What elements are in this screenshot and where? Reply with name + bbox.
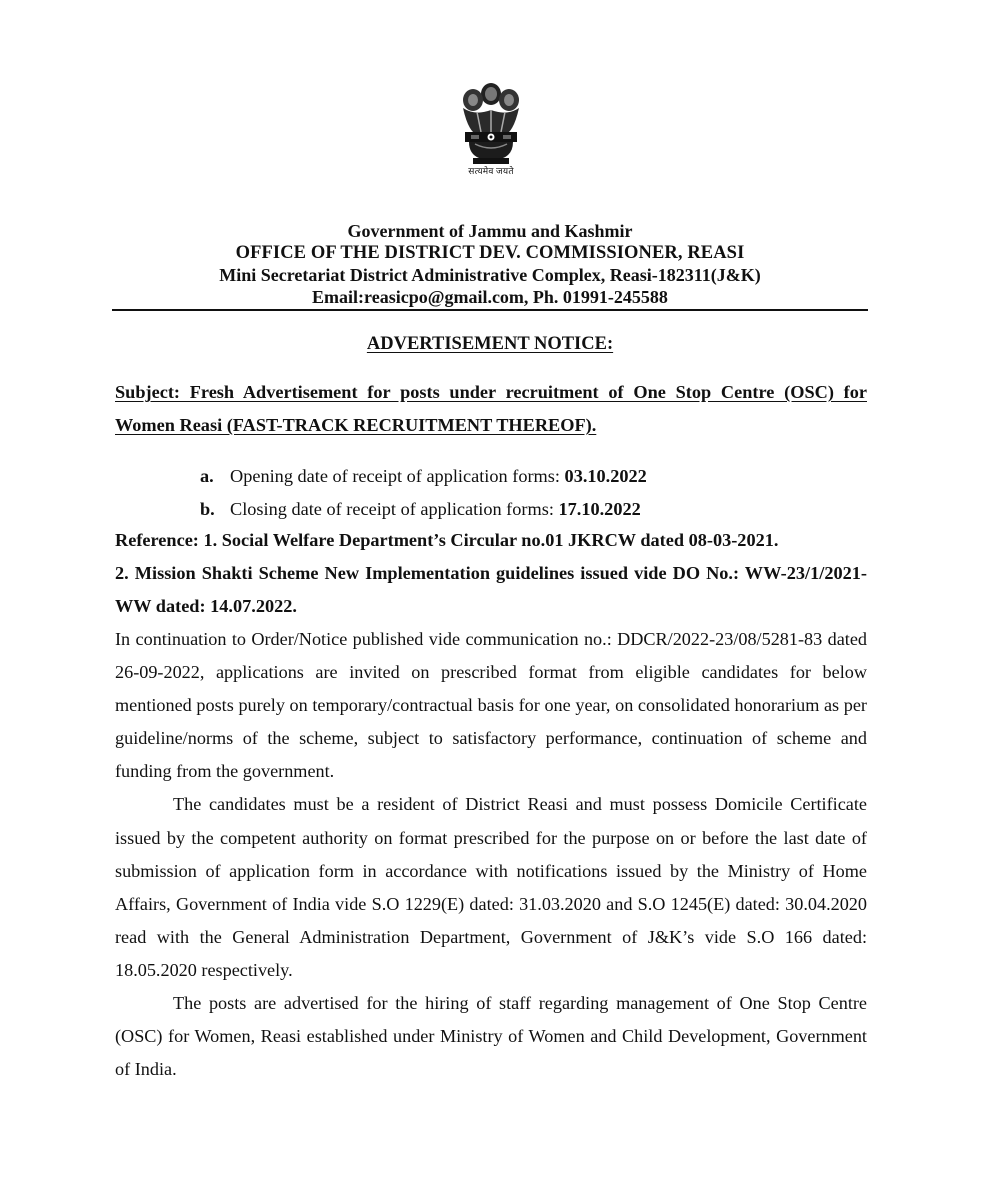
- office-name: OFFICE OF THE DISTRICT DEV. COMMISSIONER, REASI: [235, 243, 745, 263]
- subject-line: Subject: Fresh Advertisement for posts under recruitment of One Stop Centre (OSC) for Women Reasi (FAST-TRACK RECRUITMENT THEREOF).: [115, 382, 867, 435]
- closing-date-value: 17.10.2022: [558, 499, 641, 519]
- office-address: Mini Secretariat District Administrative Complex, Reasi-182311(J&K): [219, 265, 761, 285]
- paragraph-posts: The posts are advertised for the hiring of staff regarding management of One Stop Centre (OSC) for Women, Reasi established under Ministry of Women and Child Development, Government of India.: [115, 993, 867, 1080]
- emblem-motto: सत्यमेव जयते: [468, 166, 514, 176]
- notice-title: ADVERTISEMENT NOTICE:: [366, 334, 614, 354]
- opening-date-value: 03.10.2022: [564, 466, 647, 486]
- opening-date-label: Opening date of receipt of application forms:: [230, 466, 565, 486]
- list-item-closing-date: [200, 493, 647, 526]
- reference-1: Reference: 1. Social Welfare Department’s Circular no.01 JKRCW dated 08-03-2021.: [115, 530, 779, 550]
- paragraph-eligibility: The candidates must be a resident of District Reasi and must possess Domicile Certificate issued by the competent authority on format prescribed for the purpose on or before the last date of submission of application form in accordance with notifications issued by the Ministry of Home Affairs, Government of India vide S.O 1229(E) dated: 31.03.2020 and S.O 1245(E) dated: 30.04.2020 read with the General Administration Department, Government of J&K’s vide S.O 166 dated: 18.05.2020 respectively.: [115, 794, 867, 980]
- office-contact: Email:reasicpo@gmail.com, Ph. 01991-245588: [312, 287, 668, 307]
- letterhead: [112, 220, 868, 308]
- list-item-opening-date: [200, 460, 647, 493]
- header-divider: [112, 309, 868, 311]
- list-marker: a.: [200, 466, 214, 486]
- references: [115, 524, 867, 623]
- notice-body: [115, 623, 867, 1086]
- reference-2: 2. Mission Shakti Scheme New Implementation guidelines issued vide DO No.: WW-23/1/2021-WW dated: 14.07.2022.: [115, 563, 867, 616]
- list-marker: b.: [200, 499, 215, 519]
- government-name: Government of Jammu and Kashmir: [347, 221, 633, 241]
- paragraph-continuation: In continuation to Order/Notice published vide communication no.: DDCR/2022-23/08/5281-83 dated 26-09-2022, applications are invited on prescribed format from eligible candidates for below mentioned posts purely on temporary/contractual basis for one year, on consolidated honorarium as per guideline/norms of the scheme, subject to satisfactory performance, continuation of scheme and funding from the government.: [115, 629, 867, 782]
- closing-date-label: Closing date of receipt of application forms:: [230, 499, 559, 519]
- lion-capital-emblem-icon: [455, 80, 527, 166]
- emblem: [448, 80, 534, 180]
- dates-list: [200, 460, 647, 526]
